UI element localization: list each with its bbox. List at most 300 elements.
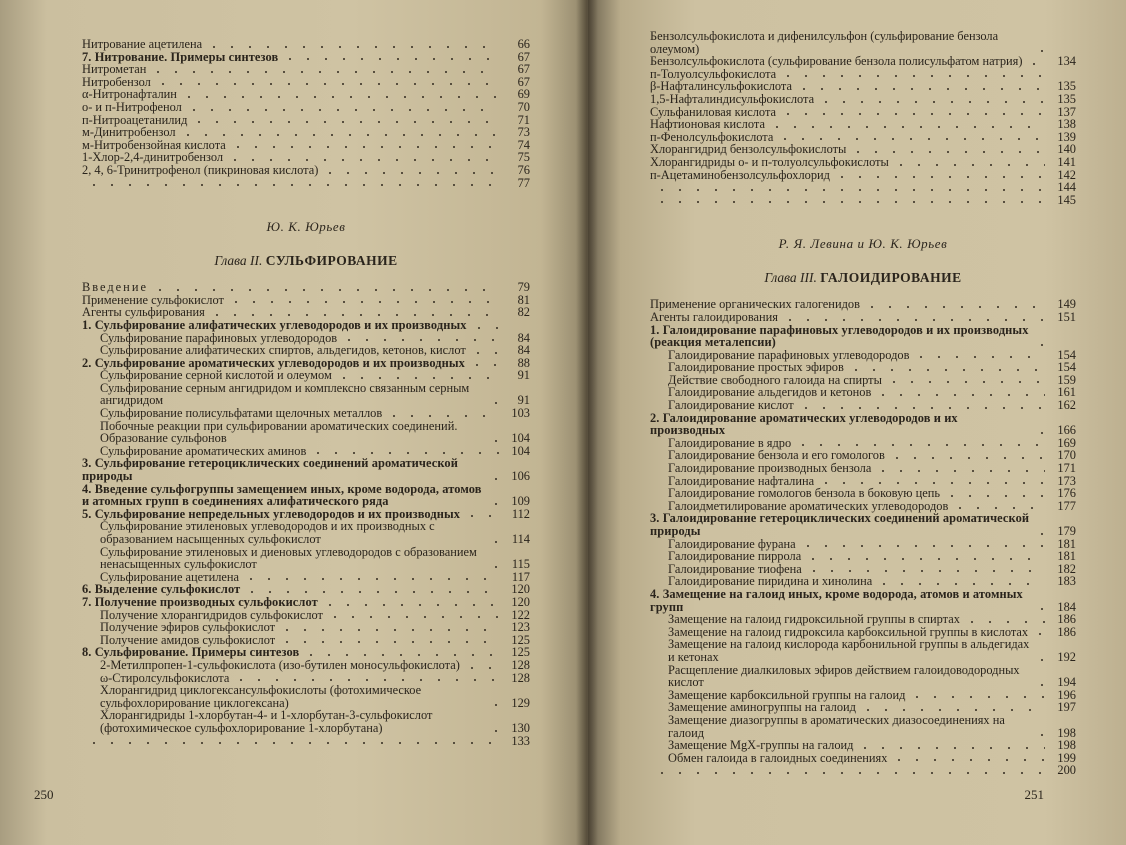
toc-entry-title: Сульфирование серным ангидридом и комплексно связанным серным ангидридом [100,380,470,408]
toc-entry-page: 197 [1057,700,1076,715]
toc-entry-page: 104 [511,443,530,458]
toc-entry-page: 173 [1057,473,1076,488]
toc-entry-page: 75 [517,150,530,165]
toc-entry [650,361,1076,374]
toc-entry-title: Нафтионовая кислота [650,117,765,132]
dot-leader [1025,57,1045,66]
toc-entry-title: Хлорангидрид циклогексансульфокислоты (фотохимическое сульфохлорирование циклогексана) [100,683,422,710]
toc-entry-title: о- и п-Нитрофенол [82,99,182,114]
toc-entry-title: 2, 4, 6-Тринитрофенол (пикриновая кислота) [82,162,319,177]
dot-leader [487,396,499,405]
toc-entry-title: м-Динитробензол [82,125,176,140]
toc-entry-page: 159 [1057,372,1076,387]
toc-entry-page: 140 [1057,142,1076,157]
right-folio: 251 [1024,787,1044,802]
dot-leader [892,158,1045,167]
dot-leader [856,741,1045,750]
toc-entry-page: 79 [517,280,530,295]
toc-entry-page: 67 [517,74,530,89]
dot-leader [779,69,1045,78]
toc-entry-title: 1,5-Нафталиндисульфокислота [650,91,815,106]
dot-leader [943,489,1045,498]
toc-entry-title: Получение хлорангидридов сульфокислот [100,607,323,622]
dot-leader [805,564,1045,573]
toc-entry-page: 125 [511,632,530,647]
dot-leader [468,358,499,367]
toc-entry-title: 3. Галоидирование гетероциклических соединений ароматической природы [650,511,1030,538]
toc-entry-title: Обмен галоида в галоидных соединениях [668,750,888,765]
toc-entry-title: 2-Метилпропен-1-сульфокислота (изо-бутилен моносульфокислота) [100,657,460,672]
toc-entry-page: 129 [511,695,530,710]
toc-entry-page: 177 [1057,498,1076,513]
dot-leader [779,107,1045,116]
toc-entry-title: 3. Сульфирование гетероциклических соединений ароматической природы [82,456,458,484]
toc-entry-title: п-Нитроацетанилид [82,112,188,127]
toc-entry-title: м-Нитробензойная кислота [82,137,226,152]
toc-entry-page: 106 [511,469,530,484]
left-chapter-prefix: Глава II. [214,253,263,269]
dot-leader [463,661,499,670]
left-chapter-heading [82,253,530,269]
toc-entry [650,412,1076,437]
dot-leader [487,497,499,506]
left-top-entries [82,38,530,189]
dot-leader [768,120,1045,129]
toc-entry-title: 4. Введение сульфогруппы замещением иных, кроме водорода, атомов и атомных групп в соединениях алифатического ряда [82,481,482,509]
toc-entry-page: 145 [1057,192,1076,207]
toc-entry-title: Действие свободного галоида на спирты [668,372,882,387]
toc-entry-title: Сульфирование серной кислотой и олеумом [100,368,332,383]
toc-entry [82,319,530,332]
dot-leader [179,128,499,137]
toc-entry [650,118,1076,131]
toc-entry-page: 196 [1057,687,1076,702]
toc-entry [82,164,530,177]
toc-entry-page: 176 [1057,486,1076,501]
toc-entry [82,126,530,139]
toc-entry [82,420,530,445]
toc-entry [82,483,530,508]
toc-entry-page: 114 [511,532,530,546]
toc-entry-page: 122 [511,607,530,622]
toc-entry-title: Применение сульфокислот [82,292,224,307]
toc-entry-title: Галоидирование фурана [668,536,796,551]
toc-entry [650,30,1076,55]
toc-entry-title: Галоидирование пиррола [668,549,802,564]
toc-entry-page: 186 [1057,612,1076,627]
toc-entry-title: 4. Замещение на галоид иных, кроме водорода, атомов и атомных групп [650,586,1023,614]
dot-leader [385,409,499,418]
toc-entry-title: 1. Галоидирование парафиновых углеводородов и их производных (реакция металепсии) [650,322,1029,350]
toc-entry [650,194,1076,207]
toc-entry-page: 81 [517,292,530,307]
dot-leader [149,65,499,74]
dot-leader [278,623,499,632]
toc-entry-page: 128 [511,670,530,685]
book-gutter [576,0,598,845]
toc-entry-title: Сульфирование полисульфатами щелочных металлов [100,406,383,421]
toc-entry [650,93,1076,106]
toc-entry-page: 169 [1057,435,1076,450]
dot-leader [781,313,1045,322]
dot-leader [817,95,1045,104]
toc-entry-page: 198 [1057,738,1076,753]
toc-entry [82,101,530,114]
toc-entry-title: α-Нитронафталин [82,87,177,102]
toc-entry [650,588,1076,613]
toc-entry [650,752,1076,765]
toc-entry-page: 141 [1057,154,1076,169]
dot-leader [875,577,1045,586]
dot-leader [185,103,499,112]
toc-entry [650,487,1076,500]
right-page [588,0,1126,845]
dot-leader [833,170,1045,179]
toc-entry-title: Сульфирование парафиновых углеводородов [100,330,338,345]
dot-leader [302,648,499,657]
toc-entry-title: Замещение MgX-группы на галоид [668,738,854,753]
toc-entry-page: 181 [1057,536,1076,551]
dot-leader [653,195,1045,204]
toc-entry-page: 82 [517,305,530,320]
dot-leader [794,438,1045,447]
toc-entry-title: 6. Выделение сульфокислот [82,582,241,597]
toc-entry-page: 138 [1057,117,1076,132]
toc-entry-page: 154 [1057,360,1076,375]
toc-entry-title: п-Фенолсульфокислота [650,129,774,144]
dot-leader [190,115,499,124]
toc-entry-page: 166 [1057,423,1076,438]
toc-entry-page: 200 [1057,763,1076,778]
toc-entry-title: Замещение диазогруппы в ароматических диазосоединениях на галоид [668,712,1005,740]
toc-entry-page: 76 [517,162,530,177]
dot-leader [85,736,499,745]
toc-entry [82,735,530,748]
dot-leader [154,77,499,86]
toc-entry-title: 7. Получение производных сульфокислот [82,594,318,609]
dot-leader [487,472,499,481]
toc-entry-page: 149 [1057,297,1076,312]
dot-leader [653,766,1045,775]
toc-entry [650,512,1076,537]
toc-entry [650,739,1076,752]
toc-entry-title: 2. Галоидирование ароматических углеводородов и их производных [650,410,958,438]
toc-entry-page: 74 [517,137,530,152]
toc-entry [82,520,530,545]
left-toc-entries [82,281,530,747]
toc-entry-page: 109 [511,494,530,509]
left-folio: 250 [34,787,54,802]
toc-entry [82,457,530,482]
toc-entry-page: 128 [511,657,530,672]
toc-entry-title: Галоидирование парафиновых углеводородов [668,347,910,362]
toc-entry [650,664,1076,689]
dot-leader [874,464,1045,473]
toc-entry-page: 183 [1057,574,1076,589]
toc-entry-title: 7. Нитрование. Примеры синтезов [82,49,279,64]
dot-leader [1031,627,1045,636]
toc-entry-page: 84 [517,343,530,358]
dot-leader [817,476,1045,485]
toc-entry-title: Галоидирование в ядро [668,435,792,450]
toc-entry-title: Галоидирование простых эфиров [668,360,844,375]
toc-entry-page: 125 [511,645,530,660]
toc-entry-title: Расщепление диалкиловых эфиров действием галоидоводородных кислот [668,662,1020,690]
toc-entry-page: 194 [1057,675,1076,690]
toc-entry [82,382,530,407]
toc-entry-title: Введение [82,280,148,295]
dot-leader [863,300,1045,309]
left-chapter-title: СУЛЬФИРОВАНИЕ [265,253,398,269]
dot-leader [912,350,1045,359]
toc-entry-title: Хлорангидриды о- и п-толуолсульфокислоты [650,154,889,169]
toc-entry [82,177,530,190]
toc-entry-page: 151 [1057,309,1076,324]
toc-entry-page: 120 [511,582,530,597]
dot-leader [908,690,1045,699]
toc-entry-page: 182 [1057,561,1076,576]
toc-entry-page: 67 [517,62,530,77]
toc-entry-title: Замещение карбоксильной группы на галоид [668,687,906,702]
toc-entry [650,550,1076,563]
dot-leader [321,166,499,175]
toc-entry-page: 69 [517,87,530,102]
toc-entry-page: 135 [1057,79,1076,94]
toc-entry [650,181,1076,194]
toc-entry-page: 161 [1057,385,1076,400]
toc-entry [650,462,1076,475]
toc-entry-title: Галоидирование альдегидов и кетонов [668,385,872,400]
dot-leader [1033,653,1045,662]
toc-entry [650,156,1076,169]
toc-entry-title: Бензолсульфокислота (сульфирование бензола полисульфатом натрия) [650,54,1023,69]
dot-leader [797,401,1045,410]
dot-leader [242,572,499,581]
dot-leader [487,434,499,443]
toc-entry-title: Галоидирование производных бензола [668,461,872,476]
dot-leader [487,724,499,733]
toc-entry-page: 186 [1057,624,1076,639]
toc-entry-title: Сульфирование ароматических аминов [100,443,307,458]
toc-entry-page: 184 [1057,599,1076,614]
toc-entry-title: Получение эфиров сульфокислот [100,620,276,635]
toc-entry-page: 103 [511,406,530,421]
dot-leader [847,363,1045,372]
dot-leader [205,40,499,49]
toc-entry-title: Применение органических галогенидов [650,297,860,312]
toc-entry [82,621,530,634]
toc-entry-title: Замещение аминогруппы на галоид [668,700,856,715]
toc-entry-title: Замещение на галоид гидроксила карбоксильной группы в кислотах [668,624,1029,639]
toc-entry-title: Нитрование ацетилена [82,37,203,51]
toc-entry-page: 120 [511,594,530,609]
toc-entry [650,169,1076,182]
dot-leader [85,178,499,187]
dot-leader [232,673,499,682]
dot-leader [951,501,1045,510]
toc-entry-title: Нитробензол [82,74,151,89]
toc-entry [82,38,530,51]
dot-leader [487,698,499,707]
toc-entry-title: Галоидирование гомологов бензола в боковую цепь [668,486,941,501]
toc-entry-title: Нитрометан [82,62,147,77]
dot-leader [963,615,1045,624]
dot-leader [890,753,1045,762]
toc-entry-page: 91 [517,393,530,408]
toc-entry-title: Галоидметилирование ароматических углеводородов [668,498,949,513]
dot-leader [487,560,499,569]
toc-entry-page: 199 [1057,750,1076,765]
toc-entry-page: 144 [1057,180,1076,195]
toc-entry-title: Галоидирование кислот [668,398,794,413]
dot-leader [340,333,499,342]
toc-entry-title: Сульфаниловая кислота [650,104,777,119]
toc-entry-title: ω-Стиролсульфокислота [100,670,230,685]
toc-entry-page: 71 [517,112,530,127]
toc-entry [82,684,530,709]
toc-entry-title: Галоидирование нафталина [668,473,815,488]
toc-entry-title: Сульфирование этиленовых и диеновых углеводородов с образованием ненасыщенных сульфокислот [100,544,477,572]
toc-entry-title: Галоидирование пиридина и хинолина [668,574,873,589]
toc-entry [82,596,530,609]
toc-entry [82,407,530,420]
toc-entry-page: 171 [1057,461,1076,476]
dot-leader [804,552,1045,561]
dot-leader [226,153,499,162]
toc-entry-page: 134 [1057,54,1076,69]
toc-entry [650,324,1076,349]
right-toc-entries [650,298,1076,777]
toc-entry [650,55,1076,68]
toc-entry-page: 130 [511,720,530,735]
toc-entry-page: 181 [1057,549,1076,564]
dot-leader [859,703,1045,712]
toc-entry-title: Замещение на галоид кислорода карбонильной группы в альдегидах и кетонах [668,637,1030,664]
toc-entry-page: 115 [511,557,530,572]
toc-entry-page: 162 [1057,398,1076,413]
dot-leader [795,82,1045,91]
dot-leader [281,52,499,61]
dot-leader [849,145,1045,154]
toc-entry-page: 133 [511,733,530,748]
toc-entry [650,764,1076,777]
toc-entry-page: 117 [511,569,530,584]
toc-entry-page: 73 [517,125,530,140]
dot-leader [463,509,499,518]
toc-entry-title: Получение амидов сульфокислот [100,632,276,647]
dot-leader [1033,678,1045,687]
dot-leader [1033,44,1045,53]
toc-entry-page: 198 [1057,725,1076,740]
dot-leader [776,132,1045,141]
dot-leader [885,375,1045,384]
toc-entry-page: 170 [1057,448,1076,463]
toc-entry-title: Агенты галоидирования [650,309,779,324]
toc-entry [82,344,530,357]
right-chapter-heading [650,270,1076,286]
toc-entry-page: 66 [517,37,530,51]
toc-entry-title: 1. Сульфирование алифатических углеводородов и их производных [82,317,467,332]
toc-entry-title: п-Толуолсульфокислота [650,66,777,81]
toc-entry-page: 112 [511,506,530,521]
toc-entry-title: β-Нафталинсульфокислота [650,79,793,94]
toc-entry-title: Галоидирование тиофена [668,561,802,576]
toc-entry-page: 84 [517,330,530,345]
toc-entry-title: Побочные реакции при сульфировании ароматических соединений. Образование сульфонов [100,418,458,446]
toc-entry-page: 88 [517,355,530,370]
dot-leader [321,598,499,607]
toc-entry [650,714,1076,739]
toc-entry-title: 5. Сульфирование непредельных углеводородов и их производных [82,506,461,521]
toc-entry-page: 192 [1057,649,1076,664]
dot-leader [469,346,499,355]
toc-entry [82,659,530,672]
dot-leader [278,635,499,644]
dot-leader [1033,338,1045,347]
dot-leader [1033,602,1045,611]
right-chapter-title: ГАЛОИДИРОВАНИЕ [820,270,962,286]
toc-entry-title: Хлорангидриды 1-хлорбутан-4- и 1-хлорбутан-3-сульфокислот (фотохимическое сульфохлорирование 1-хлорбутана) [100,708,433,735]
dot-leader [180,90,499,99]
toc-entry-page: 77 [517,175,530,190]
dot-leader [326,610,499,619]
toc-entry-page: 142 [1057,167,1076,182]
right-chapter-prefix: Глава III. [764,270,817,286]
toc-entry [650,311,1076,324]
toc-entry-title: Сульфирование алифатических спиртов, альдегидов, кетонов, кислот [100,343,466,358]
toc-entry-page: 154 [1057,347,1076,362]
dot-leader [1033,426,1045,435]
toc-entry-page: 135 [1057,91,1076,106]
toc-entry-page: 137 [1057,104,1076,119]
toc-entry-title: п-Ацетаминобензолсульфохлорид [650,167,830,182]
right-top-entries [650,30,1076,206]
dot-leader [888,451,1045,460]
toc-entry-title: 1-Хлор-2,4-динитробензол [82,150,224,165]
toc-entry-page: 91 [517,368,530,383]
dot-leader [243,585,499,594]
dot-leader [799,539,1045,548]
dot-leader [309,446,499,455]
toc-entry [82,63,530,76]
dot-leader [151,283,499,292]
toc-entry-title: Бензолсульфокислота и дифенилсульфон (сульфирование бензола олеумом) [650,29,999,56]
toc-entry-page: 70 [517,99,530,114]
dot-leader [208,308,499,317]
toc-entry [82,709,530,734]
toc-entry-page: 67 [517,49,530,64]
toc-entry [650,613,1076,626]
toc-entry [82,51,530,64]
dot-leader [1033,527,1045,536]
toc-entry-title: Галоидирование бензола и его гомологов [668,448,885,463]
toc-entry [82,546,530,571]
left-author: Ю. К. Юрьев [266,219,346,235]
toc-entry-title: Сульфирование этиленовых углеводородов и их производных с образованием насыщенных сульфокислот [100,519,435,546]
toc-entry-title: Хлорангидрид бензолсульфокислоты [650,142,847,157]
toc-entry-title: Замещение на галоид гидроксильной группы в спиртах [668,612,960,627]
toc-entry-title: 2. Сульфирование ароматических углеводородов и их производных [82,355,465,370]
dot-leader [653,183,1045,192]
toc-entry [82,281,530,294]
dot-leader [487,535,499,544]
dot-leader [229,140,499,149]
dot-leader [335,371,499,380]
dot-leader [227,295,499,304]
dot-leader [874,388,1045,397]
toc-entry [82,369,530,382]
toc-entry-page: 179 [1057,524,1076,538]
